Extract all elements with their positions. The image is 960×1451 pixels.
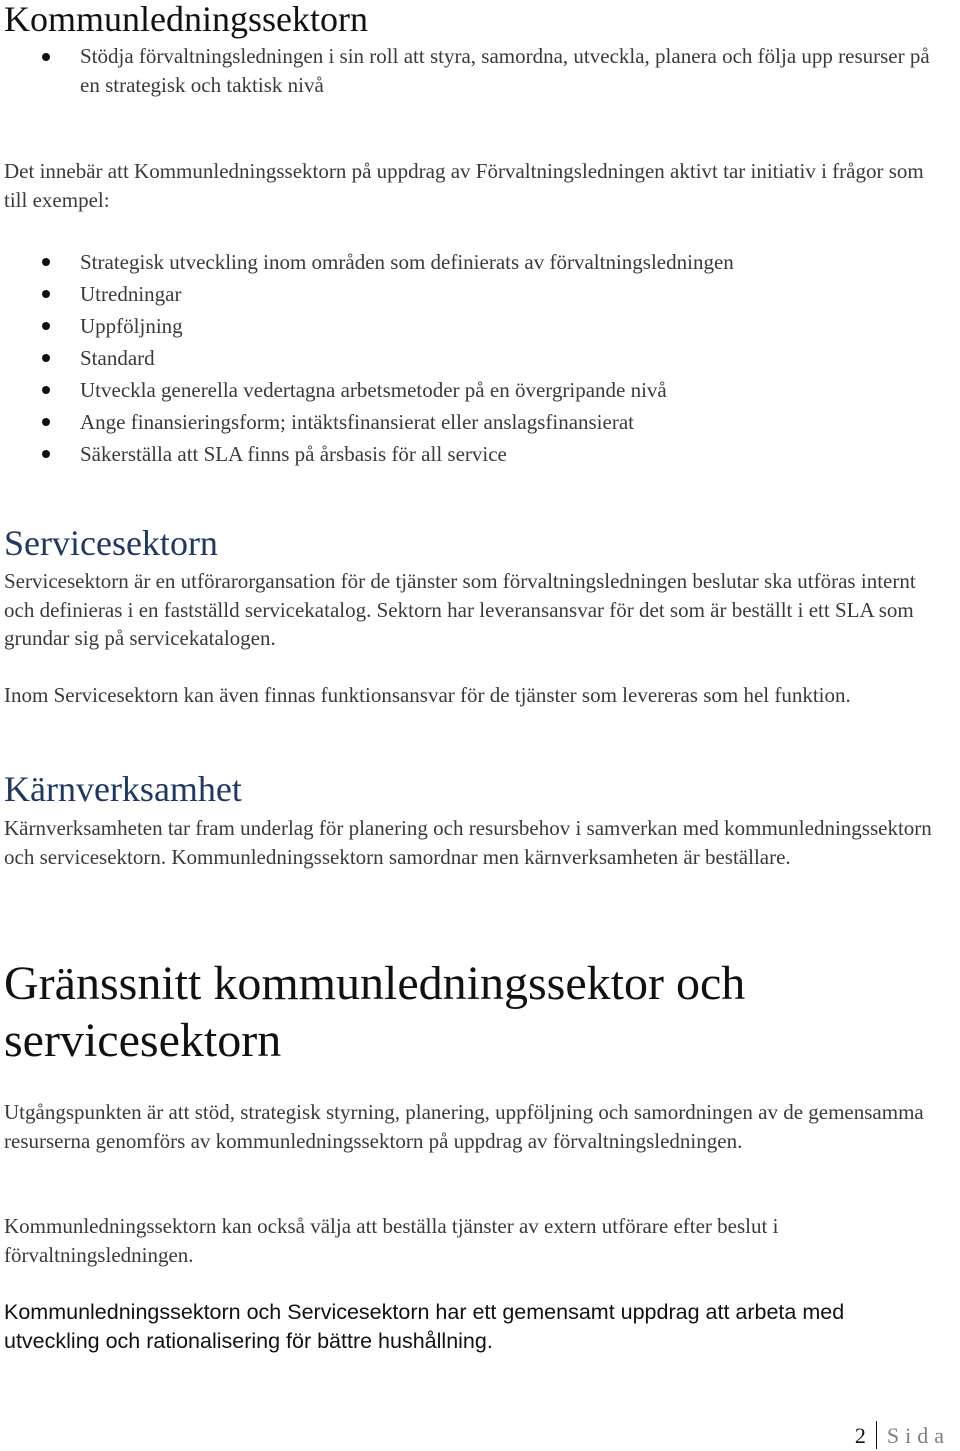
task-bullet-list (0, 246, 940, 470)
list-item: Stödja förvaltningsledningen i sin roll att styra, samordna, utveckla, planera och följa upp resurser på en strategisk och taktisk nivå (0, 42, 940, 99)
list-item: Standard (0, 342, 940, 374)
paragraph: Kärnverksamheten tar fram underlag för planering och resursbehov i samverkan med kommunledningssektorn och servicesektorn. Kommunledningssektorn samordnar men kärnverksamheten är beställare. (4, 816, 932, 869)
paragraph: Inom Servicesektorn kan även finnas funktionsansvar för de tjänster som levereras som hel funktion. (4, 683, 851, 707)
bullet-icon (42, 258, 50, 266)
section-title-servicesektorn: Servicesektorn (4, 523, 218, 563)
page-label: Sida (886, 1423, 950, 1448)
bullet-icon (42, 354, 50, 362)
bullet-icon (42, 386, 50, 394)
list-item: Uppföljning (0, 310, 940, 342)
list-item: Säkerställa att SLA finns på årsbasis för all service (0, 438, 940, 470)
page-number: 2 (854, 1423, 866, 1448)
bullet-icon (42, 322, 50, 330)
paragraph: Servicesektorn är en utförarorgansation för de tjänster som förvaltningsledningen beslutar ska utföras internt och definieras i en fastställd servicekatalog. Sektorn har leveransansvar för det som är beställt i ett SLA som grundar sig på servicekatalogen. (4, 569, 916, 650)
paragraph: Kommunledningssektorn och Servicesektorn har ett gemensamt uppdrag att arbeta med utveckling och rationalisering för bättre hushållning. (4, 1300, 845, 1353)
list-item: Strategisk utveckling inom områden som definierats av förvaltningsledningen (0, 246, 940, 278)
list-item: Ange finansieringsform; intäktsfinansierat eller anslagsfinansierat (0, 406, 940, 438)
intro-bullet-list (0, 42, 940, 99)
bullet-icon (42, 53, 50, 61)
footer-divider (876, 1421, 877, 1449)
section-title-karnverksamhet: Kärnverksamhet (4, 769, 242, 809)
page-footer (855, 1421, 950, 1449)
paragraph: Kommunledningssektorn kan också välja att beställa tjänster av extern utförare efter beslut i förvaltningsledningen. (4, 1214, 779, 1267)
paragraph: Utgångspunkten är att stöd, strategisk styrning, planering, uppföljning och samordningen av de gemensamma resurserna genomförs av kommunledningssektorn på uppdrag av förvaltningsledningen. (4, 1100, 924, 1153)
bullet-icon (42, 418, 50, 426)
bullet-icon (42, 450, 50, 458)
list-item: Utveckla generella vedertagna arbetsmetoder på en övergripande nivå (0, 374, 940, 406)
section-title-kommunledningssektorn: Kommunledningssektorn (4, 0, 368, 39)
list-item: Utredningar (0, 278, 940, 310)
bullet-icon (42, 290, 50, 298)
paragraph: Det innebär att Kommunledningssektorn på uppdrag av Förvaltningsledningen aktivt tar initiativ i frågor som till exempel: (4, 159, 924, 212)
section-title-granssnitt: Gränssnitt kommunledningssektor och servicesektorn (4, 957, 746, 1067)
